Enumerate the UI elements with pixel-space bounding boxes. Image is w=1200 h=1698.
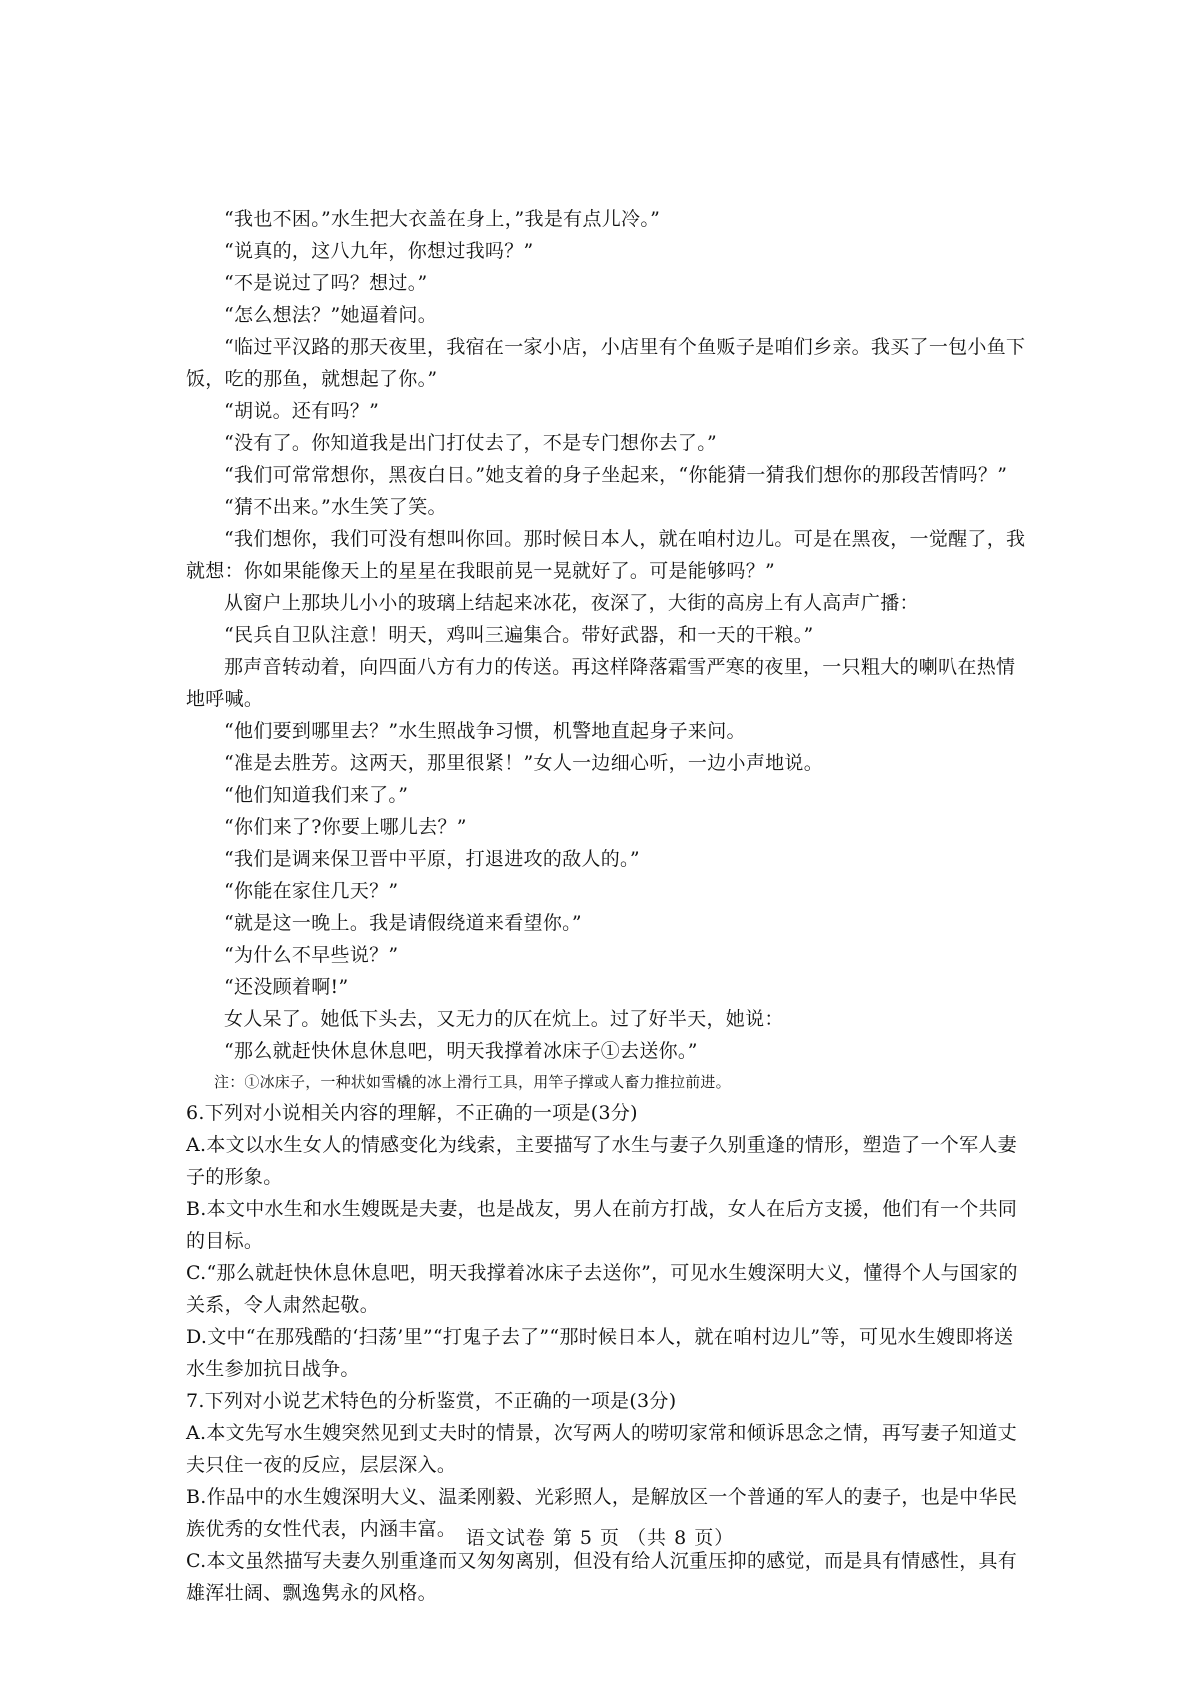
passage-paragraph: “那么就赶快休息休息吧，明天我撑着冰床子①去送你。” (224, 1040, 698, 1062)
passage-paragraph: “为什么不早些说？” (224, 944, 399, 966)
exam-page-body (186, 203, 1026, 1609)
passage-paragraph: 女人呆了。她低下头去，又无力的仄在炕上。过了好半天，她说： (224, 1008, 784, 1030)
passage-paragraph: “你能在家住几天？” (224, 880, 399, 902)
option-c: C.本文虽然描写夫妻久别重逢而又匆匆离别，但没有给人沉重压抑的感觉，而是具有情感性，具有雄浑壮阔、飘逸隽永的风格。 (186, 1550, 1018, 1604)
question-stem: 7.下列对小说艺术特色的分析鉴赏，不正确的一项是(3分) (186, 1390, 677, 1412)
passage-paragraph: “说真的，这八九年，你想过我吗？” (224, 240, 534, 262)
question-7 (186, 1385, 1026, 1609)
passage-paragraph: “还没顾着啊!” (224, 976, 349, 998)
passage-paragraph: “他们要到哪里去？”水生照战争习惯，机警地直起身子来问。 (224, 720, 746, 742)
question-stem: 6.下列对小说相关内容的理解，不正确的一项是(3分) (186, 1102, 638, 1124)
passage-paragraph: “我们是调来保卫晋中平原，打退进攻的敌人的。” (224, 848, 640, 870)
passage-paragraph: “他们知道我们来了。” (224, 784, 409, 806)
passage-paragraph: “胡说。还有吗？” (224, 400, 380, 422)
option-a: A.本文先写水生嫂突然见到丈夫时的情景，次写两人的唠叨家常和倾诉思念之情，再写妻子知道丈夫只住一夜的反应，层层深入。 (186, 1422, 1017, 1476)
option-b: B.本文中水生和水生嫂既是夫妻，也是战友，男人在前方打战，女人在后方支援，他们有一个共同的目标。 (186, 1198, 1018, 1252)
passage-paragraph: “准是去胜芳。这两天，那里很紧！”女人一边细心听，一边小声地说。 (224, 752, 824, 774)
passage-paragraph: 从窗户上那块儿小小的玻璃上结起来冰花，夜深了，大街的高房上有人高声广播： (224, 592, 919, 614)
story-passage (186, 203, 1026, 1067)
option-a: A.本文以水生女人的情感变化为线索，主要描写了水生与妻子久别重逢的情形，塑造了一个军人妻子的形象。 (186, 1134, 1017, 1188)
option-d: D.文中“在那残酷的‘扫荡’里”“打鬼子去了”“那时候日本人，就在咱村边儿”等，可见水生嫂即将送水生参加抗日战争。 (186, 1326, 1014, 1380)
passage-paragraph: “没有了。你知道我是出门打仗去了，不是专门想你去了。” (224, 432, 718, 454)
question-6 (186, 1097, 1026, 1385)
passage-paragraph: “我们想你，我们可没有想叫你回。那时候日本人，就在咱村边儿。可是在黑夜，一觉醒了，我就想：你如果能像天上的星星在我眼前晃一晃就好了。可是能够吗？” (186, 528, 1026, 582)
passage-paragraph: “不是说过了吗？想过。” (224, 272, 428, 294)
footnote: 注：①冰床子，一种状如雪橇的冰上滑行工具，用竿子撑或人畜力推拉前进。 (214, 1073, 731, 1091)
option-c: C.“那么就赶快休息休息吧，明天我撑着冰床子去送你”，可见水生嫂深明大义，懂得个人与国家的关系，令人肃然起敬。 (186, 1262, 1018, 1316)
passage-paragraph: “临过平汉路的那天夜里，我宿在一家小店，小店里有个鱼贩子是咱们乡亲。我买了一包小鱼下饭，吃的那鱼，就想起了你。” (186, 336, 1026, 390)
passage-paragraph: “民兵自卫队注意！明天，鸡叫三遍集合。带好武器，和一天的干粮。” (224, 624, 814, 646)
passage-paragraph: “我们可常常想你，黑夜白日。”她支着的身子坐起来，“你能猜一猜我们想你的那段苦情吗？” (224, 464, 1008, 486)
passage-paragraph: “我也不困。”水生把大衣盖在身上，”我是有点儿冷。” (224, 208, 661, 230)
page-footer: 语文试卷 第 5 页 （共 8 页） (465, 1527, 735, 1549)
passage-paragraph: 那声音转动着，向四面八方有力的传送。再这样降落霜雪严寒的夜里，一只粗大的喇叭在热情地呼喊。 (186, 656, 1016, 710)
passage-paragraph: “就是这一晚上。我是请假绕道来看望你。” (224, 912, 582, 934)
passage-paragraph: “猜不出来。”水生笑了笑。 (224, 496, 447, 518)
passage-paragraph: “你们来了?你要上哪儿去？” (224, 816, 467, 838)
passage-paragraph: “怎么想法？”她逼着问。 (224, 304, 438, 326)
option-b: B.作品中的水生嫂深明大义、温柔刚毅、光彩照人，是解放区一个普通的军人的妻子，也是中华民族优秀的女性代表，内涵丰富。 (186, 1486, 1018, 1540)
